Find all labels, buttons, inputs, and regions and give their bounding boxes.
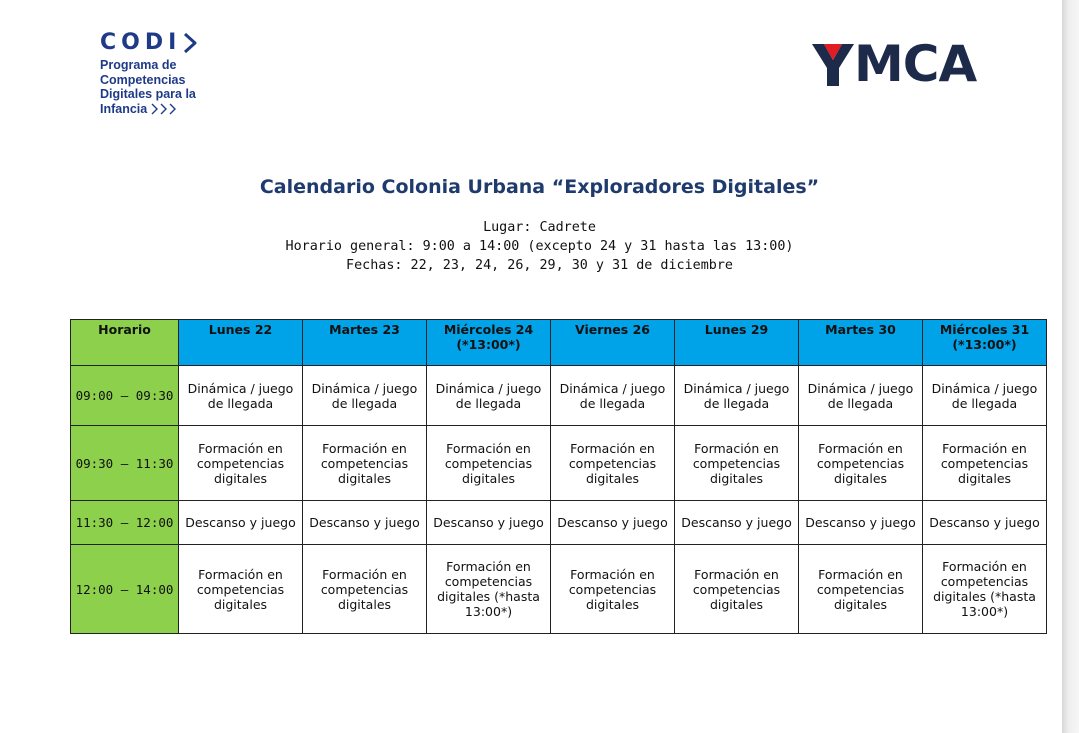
column-header: Miércoles 31 (*13:00*) [923, 320, 1047, 366]
activity-cell: Formación en competencias digitales [303, 426, 427, 501]
activity-cell: Descanso y juego [675, 501, 799, 545]
column-header: Martes 23 [303, 320, 427, 366]
column-header: Lunes 29 [675, 320, 799, 366]
codi-subtitle-line: Competencias [100, 72, 186, 87]
activity-cell: Descanso y juego [179, 501, 303, 545]
info-horario: Horario general: 9:00 a 14:00 (excepto 24 y 31 hasta las 13:00) [285, 239, 794, 254]
activity-cell: Formación en competencias digitales [675, 545, 799, 634]
activity-cell: Formación en competencias digitales [303, 545, 427, 634]
chevron-right-icon [182, 31, 200, 55]
activity-cell: Dinámica / juego de llegada [303, 366, 427, 426]
column-header: Horario [71, 320, 179, 366]
time-slot: 12:00 – 14:00 [71, 545, 179, 634]
column-header: Viernes 26 [551, 320, 675, 366]
column-header: Martes 30 [799, 320, 923, 366]
activity-cell: Descanso y juego [799, 501, 923, 545]
activity-cell: Formación en competencias digitales (*hasta 13:00*) [427, 545, 551, 634]
activity-cell: Formación en competencias digitales [179, 545, 303, 634]
info-lugar: Lugar: Cadrete [483, 220, 596, 235]
ymca-y-letter-icon [812, 42, 854, 86]
activity-cell: Descanso y juego [551, 501, 675, 545]
activity-cell: Dinámica / juego de llegada [427, 366, 551, 426]
activity-cell: Formación en competencias digitales [551, 545, 675, 634]
activity-cell: Dinámica / juego de llegada [551, 366, 675, 426]
codi-wordmark: CODI [100, 30, 182, 55]
table-row [71, 426, 1047, 501]
activity-cell: Dinámica / juego de llegada [923, 366, 1047, 426]
activity-cell: Formación en competencias digitales [923, 426, 1047, 501]
activity-cell: Formación en competencias digitales [799, 426, 923, 501]
info-fechas: Fechas: 22, 23, 24, 26, 29, 30 y 31 de diciembre [346, 258, 733, 273]
table-header-row [71, 320, 1047, 366]
ymca-wordmark: MCA [854, 35, 977, 93]
activity-cell: Formación en competencias digitales (*hasta 13:00*) [923, 545, 1047, 634]
schedule-table [70, 319, 1047, 634]
codi-subtitle-line: Infancia [100, 101, 148, 116]
activity-cell: Formación en competencias digitales [551, 426, 675, 501]
activity-cell: Descanso y juego [303, 501, 427, 545]
triple-chevron-icon [150, 103, 182, 115]
activity-cell: Dinámica / juego de llegada [179, 366, 303, 426]
activity-cell: Formación en competencias digitales [427, 426, 551, 501]
page-edge-shadow [1062, 0, 1079, 733]
activity-cell: Dinámica / juego de llegada [675, 366, 799, 426]
column-header: Miércoles 24 (*13:00*) [427, 320, 551, 366]
time-slot: 09:30 – 11:30 [71, 426, 179, 501]
codi-subtitle-line: Programa de [100, 58, 177, 72]
ymca-logo [812, 34, 976, 94]
column-header: Lunes 22 [179, 320, 303, 366]
codi-subtitle-line: Digitales para la [100, 87, 196, 102]
time-slot: 11:30 – 12:00 [71, 501, 179, 545]
event-info [0, 218, 1079, 275]
codi-logo [100, 30, 210, 116]
activity-cell: Descanso y juego [923, 501, 1047, 545]
table-row [71, 366, 1047, 426]
activity-cell: Formación en competencias digitales [799, 545, 923, 634]
activity-cell: Formación en competencias digitales [179, 426, 303, 501]
activity-cell: Formación en competencias digitales [675, 426, 799, 501]
table-row [71, 545, 1047, 634]
table-row [71, 501, 1047, 545]
activity-cell: Descanso y juego [427, 501, 551, 545]
time-slot: 09:00 – 09:30 [71, 366, 179, 426]
activity-cell: Dinámica / juego de llegada [799, 366, 923, 426]
page-title: Calendario Colonia Urbana “Exploradores Digitales” [259, 176, 820, 198]
